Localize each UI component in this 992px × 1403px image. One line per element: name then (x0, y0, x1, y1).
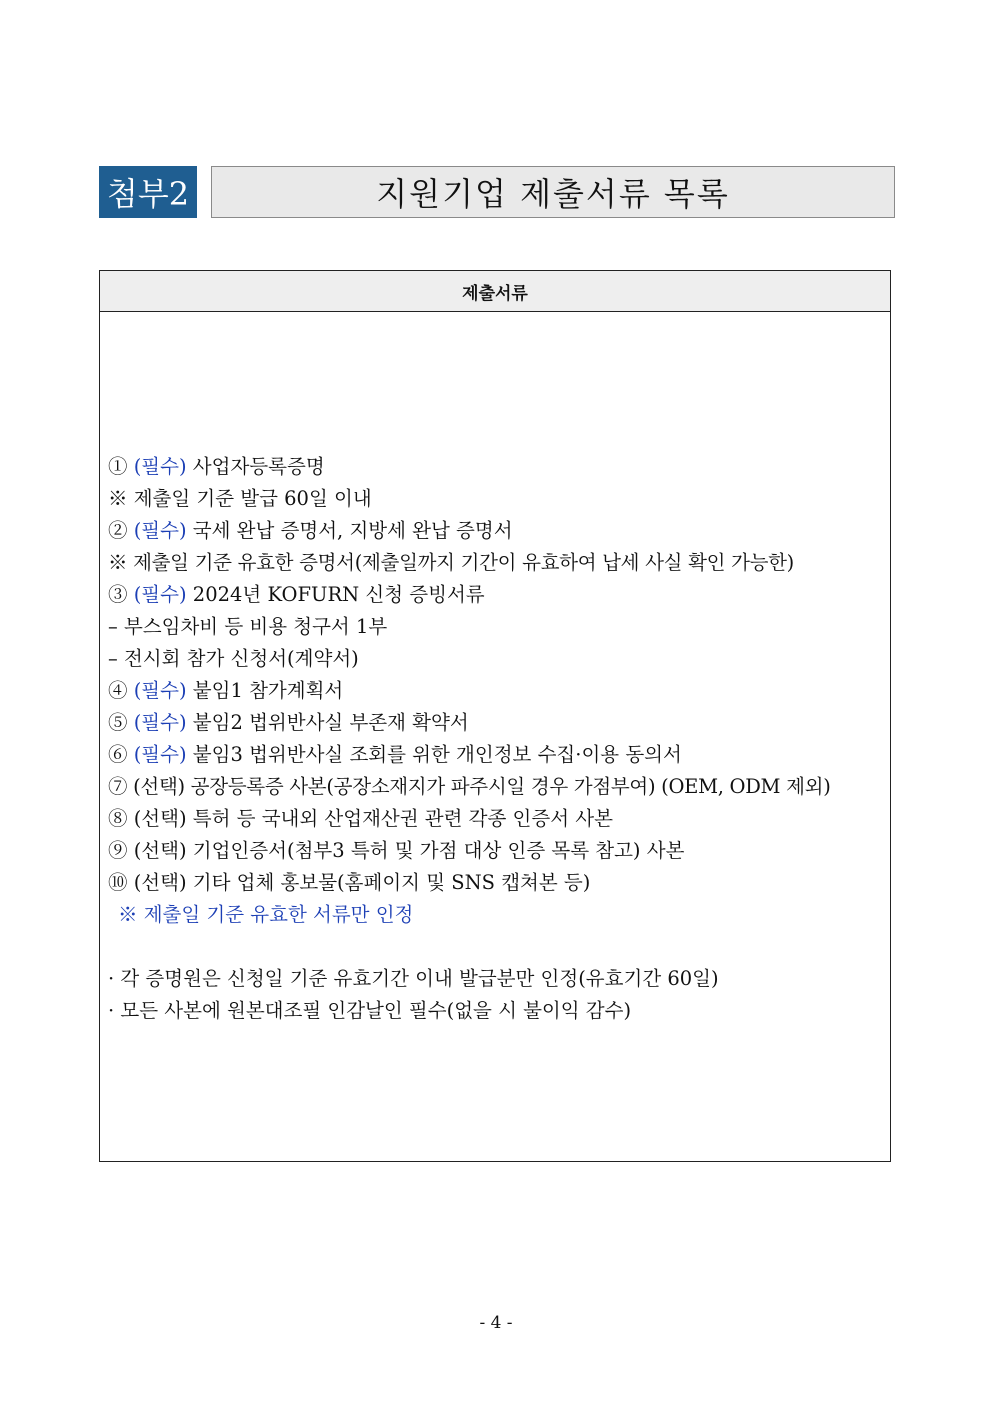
list-item: ※ 제출일 기준 유효한 증명서(제출일까지 기간이 유효하여 납세 사실 확인 가능한) (108, 551, 794, 574)
list-item: ※ 제출일 기준 발급 60일 이내 (108, 487, 372, 510)
list-item: ③ (필수) 2024년 KOFURN 신청 증빙서류 (108, 583, 485, 606)
list-item: – 부스임차비 등 비용 청구서 1부 (108, 615, 388, 638)
list-item: ① (필수) 사업자등록증명 (108, 455, 325, 478)
list-item: ⑤ (필수) 붙임2 법위반사실 부존재 확약서 (108, 711, 469, 734)
list-item: ⑦ (선택) 공장등록증 사본(공장소재지가 파주시일 경우 가점부여) (OEM, ODM 제외) (108, 775, 831, 798)
validity-note: ※ 제출일 기준 유효한 서류만 인정 (118, 903, 414, 926)
documents-table (99, 270, 891, 1162)
page-number: - 4 - (479, 1313, 513, 1333)
list-item: ⑨ (선택) 기업인증서(첨부3 특허 및 가점 대상 인증 목록 참고) 사본 (108, 839, 685, 862)
bullet-item: · 모든 사본에 원본대조필 인감날인 필수(없을 시 불이익 감수) (108, 999, 632, 1022)
list-item: ⑩ (선택) 기타 업체 홍보물(홈페이지 및 SNS 캡쳐본 등) (108, 871, 591, 894)
list-item: – 전시회 참가 신청서(계약서) (108, 647, 359, 670)
list-item: ② (필수) 국세 완납 증명서, 지방세 완납 증명서 (108, 519, 513, 542)
bullet-item: · 각 증명원은 신청일 기준 유효기간 이내 발급분만 인정(유효기간 60일) (108, 967, 719, 990)
list-item: ④ (필수) 붙임1 참가계획서 (108, 679, 344, 702)
list-item: ⑥ (필수) 붙임3 법위반사실 조회를 위한 개인정보 수집·이용 동의서 (108, 743, 682, 766)
attachment-badge: 첨부2 (99, 166, 197, 218)
table-header: 제출서류 (100, 271, 890, 312)
page-title: 지원기업 제출서류 목록 (211, 166, 895, 218)
list-item: ⑧ (선택) 특허 등 국내외 산업재산권 관련 각종 인증서 사본 (108, 807, 613, 830)
